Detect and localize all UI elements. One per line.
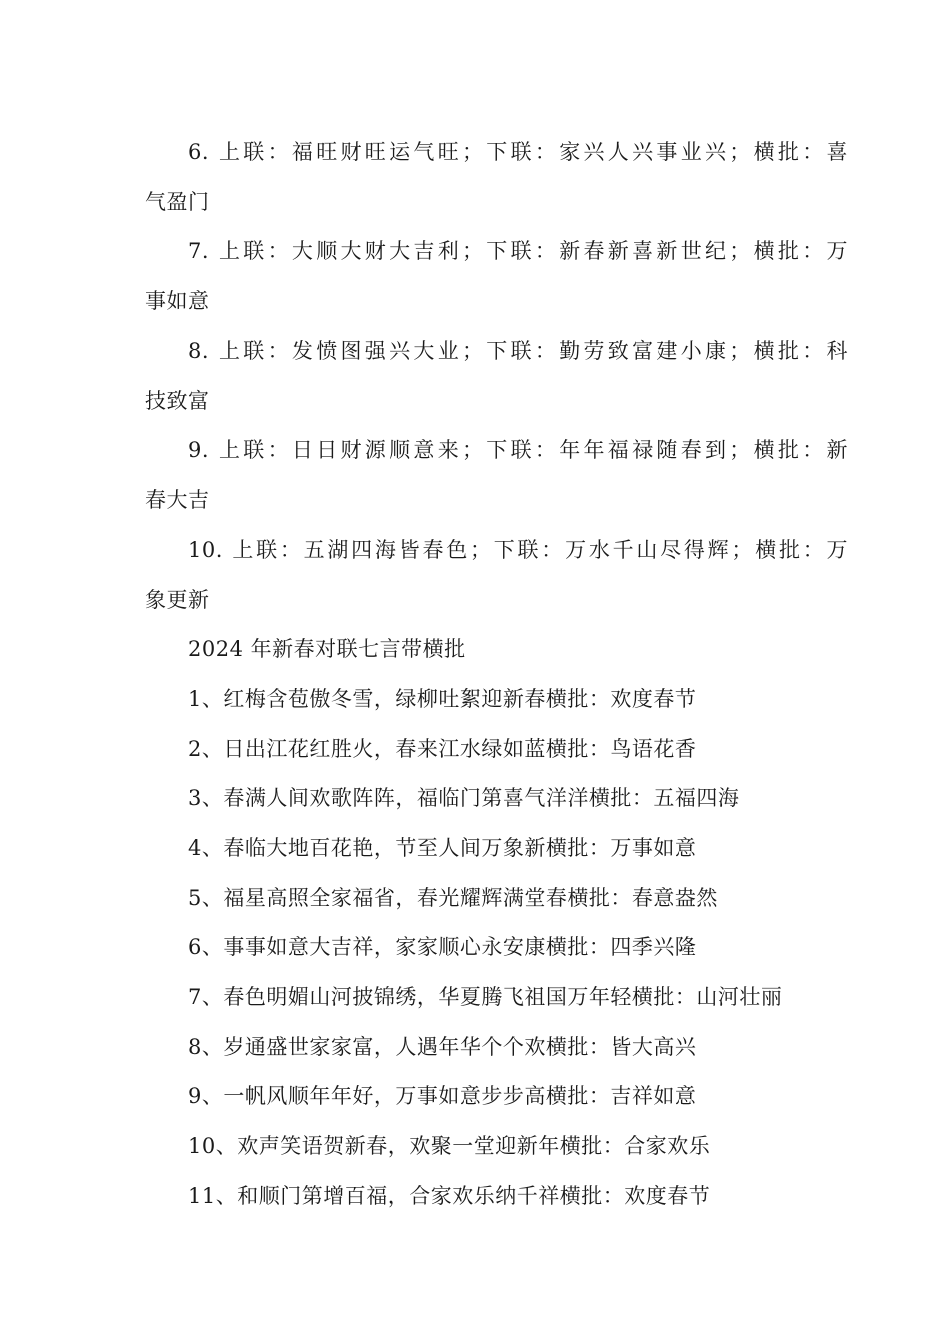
couplet-6-line-1: 6. 上联：福旺财旺运气旺；下联：家兴人兴事业兴；横批：喜	[188, 140, 848, 164]
list-item: 11、和顺门第增百福，合家欢乐纳千祥横批：欢度春节	[188, 1184, 711, 1208]
list-item: 4、春临大地百花艳，节至人间万象新横批：万事如意	[188, 836, 697, 860]
couplet-7-line-2: 事如意	[145, 289, 210, 313]
list-item: 10、欢声笑语贺新春，欢聚一堂迎新年横批：合家欢乐	[188, 1134, 711, 1158]
list-item: 5、福星高照全家福省，春光耀辉满堂春横批：春意盎然	[188, 886, 718, 910]
couplet-6-line-2: 气盈门	[145, 190, 210, 214]
couplet-7-line-1: 7. 上联：大顺大财大吉利；下联：新春新喜新世纪；横批：万	[188, 239, 848, 263]
list-item: 1、红梅含苞傲冬雪，绿柳吐絮迎新春横批：欢度春节	[188, 687, 697, 711]
couplet-10-line-2: 象更新	[145, 588, 210, 612]
list-item: 9、一帆风顺年年好，万事如意步步高横批：吉祥如意	[188, 1084, 697, 1108]
list-item: 8、岁通盛世家家富，人遇年华个个欢横批：皆大高兴	[188, 1035, 697, 1059]
list-item: 6、事事如意大吉祥，家家顺心永安康横批：四季兴隆	[188, 935, 697, 959]
list-item: 7、春色明媚山河披锦绣，华夏腾飞祖国万年轻横批：山河壮丽	[188, 985, 783, 1009]
list-item: 2、日出江花红胜火，春来江水绿如蓝横批：鸟语花香	[188, 737, 697, 761]
couplet-8-line-2: 技致富	[145, 389, 210, 413]
couplet-10-line-1: 10. 上联：五湖四海皆春色；下联：万水千山尽得辉；横批：万	[188, 538, 848, 562]
section-title: 2024 年新春对联七言带横批	[188, 637, 466, 661]
couplet-9-line-2: 春大吉	[145, 488, 210, 512]
couplet-8-line-1: 8. 上联：发愤图强兴大业；下联：勤劳致富建小康；横批：科	[188, 339, 848, 363]
list-item: 3、春满人间欢歌阵阵，福临门第喜气洋洋横批：五福四海	[188, 786, 740, 810]
couplet-9-line-1: 9. 上联：日日财源顺意来；下联：年年福禄随春到；横批：新	[188, 438, 848, 462]
